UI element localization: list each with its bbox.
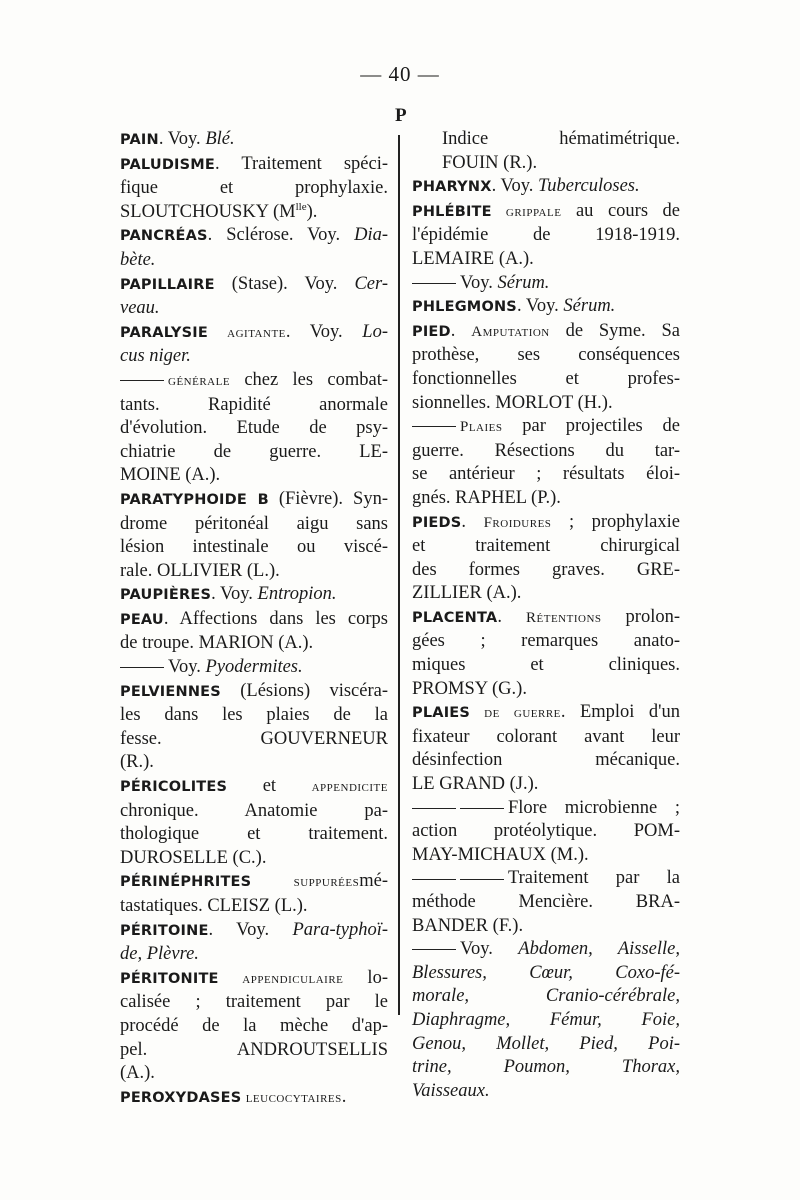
entry-smallcaps: Amputation bbox=[471, 323, 550, 340]
entry-ref: Entropion. bbox=[257, 584, 337, 605]
entry-smallcaps: suppurées bbox=[251, 874, 360, 891]
entry-text: Voy. bbox=[168, 657, 206, 678]
entry-smallcaps: Plaies bbox=[460, 419, 503, 436]
entry-line: fonctionnelles et profes- bbox=[412, 368, 680, 389]
entry-line: miques et cliniques. bbox=[412, 655, 680, 676]
entry-ref: Cer- bbox=[354, 273, 388, 294]
entry-text: . Voy. bbox=[516, 296, 564, 317]
headword: PEAU bbox=[120, 611, 164, 628]
entry-line bbox=[425, 797, 680, 821]
entry-line bbox=[425, 867, 680, 891]
headword: PHLÉBITE bbox=[412, 203, 492, 220]
entry-text: . Traitement spéci- bbox=[215, 153, 388, 174]
entry-phlegmons bbox=[412, 295, 680, 320]
entry-line: sionnelles. MORLOT (H.). bbox=[412, 392, 613, 413]
headword: PARALYSIE bbox=[120, 324, 208, 341]
headword: PLACENTA bbox=[412, 609, 498, 626]
entry-line: LE GRAND (J.). bbox=[412, 774, 539, 795]
entry-line: action protéolytique. POM- bbox=[412, 821, 680, 842]
entry-text: SLOUTCHOUSKY (M bbox=[120, 201, 296, 222]
entry-text: Traitement par la bbox=[508, 868, 680, 889]
entry-text: . Voy. bbox=[491, 176, 539, 197]
entry-line: LEMAIRE (A.). bbox=[412, 248, 534, 269]
headword: PÉRINÉPHRITES bbox=[120, 874, 252, 891]
entry-line bbox=[120, 680, 388, 705]
entry-smallcaps: agitante bbox=[207, 324, 286, 341]
entry-text: . bbox=[497, 606, 527, 627]
entry-line bbox=[412, 1080, 680, 1104]
entry-line bbox=[120, 153, 388, 178]
entry-line: chiatrie de guerre. LE- bbox=[120, 441, 388, 462]
entry-perinephrites bbox=[120, 870, 388, 918]
entry-ref: morale, Cranio-cérébrale, bbox=[412, 986, 680, 1007]
entry-line bbox=[120, 488, 388, 513]
entry-line: MOINE (A.). bbox=[120, 465, 221, 486]
entry-ref: Blessures, Cœur, Coxo-fé- bbox=[412, 962, 680, 983]
page-number: — 40 — bbox=[360, 62, 440, 86]
entry-peau bbox=[120, 608, 388, 656]
entry-line: fixateur colorant avant leur bbox=[412, 726, 680, 747]
entry-text: chez les combat- bbox=[230, 369, 388, 390]
entry-line bbox=[412, 962, 680, 986]
entry-line: PROMSY (G.). bbox=[412, 678, 527, 699]
entry-line: lésion intestinale ou viscé- bbox=[120, 537, 388, 558]
headword: PAUPIÈRES bbox=[120, 587, 212, 604]
entry-smallcaps: appendiculaire bbox=[218, 970, 344, 987]
headword: PHARYNX bbox=[412, 179, 492, 196]
entry-line bbox=[120, 224, 388, 249]
entry-line bbox=[412, 511, 680, 536]
entry-line bbox=[425, 938, 680, 962]
entry-line bbox=[120, 775, 388, 800]
entry-line bbox=[412, 1056, 680, 1080]
entry-paupieres bbox=[120, 583, 388, 608]
entry-text: Voy. bbox=[460, 272, 498, 293]
entry-line: désinfection mécanique. bbox=[412, 750, 680, 771]
entry-line bbox=[412, 1009, 680, 1033]
entry-pericolites bbox=[120, 775, 388, 870]
entry-line bbox=[120, 321, 388, 346]
entry-line: procédé de la mèche d'ap- bbox=[120, 1015, 388, 1036]
entry-line bbox=[412, 985, 680, 1009]
section-letter: P bbox=[395, 105, 407, 126]
entry-line: et traitement chirurgical bbox=[412, 536, 680, 557]
entry-line: gnés. RAPHEL (P.). bbox=[412, 487, 561, 508]
entry-line: tants. Rapidité anormale bbox=[120, 394, 388, 415]
repeat-dash bbox=[412, 283, 456, 284]
entry-ref: Tuberculoses. bbox=[538, 176, 640, 197]
entry-peroxydases bbox=[120, 1086, 388, 1111]
entry-line: calisée ; traitement par le bbox=[120, 992, 388, 1013]
entry-line: fesse. GOUVERNEUR bbox=[120, 728, 388, 749]
entry-line: (R.). bbox=[120, 752, 154, 773]
entry-pharynx bbox=[412, 175, 680, 200]
column-divider bbox=[398, 135, 400, 1015]
entry-text: prolon- bbox=[601, 606, 681, 627]
entry-line: fique et prophylaxie. bbox=[120, 178, 388, 199]
entry-line: rale. OLLIVIER (L.). bbox=[120, 560, 280, 581]
entry-line: ZILLIER (A.). bbox=[412, 583, 522, 604]
entry-text: (Stase). Voy. bbox=[214, 273, 355, 294]
entry-smallcaps: Rétentions bbox=[526, 609, 602, 626]
entry-text: . Voy. bbox=[285, 321, 363, 342]
headword: PIED bbox=[412, 323, 451, 340]
entry-text: lo- bbox=[343, 967, 388, 988]
entry-smallcaps: Froidures bbox=[483, 514, 552, 531]
entry-text: . bbox=[341, 1086, 347, 1107]
left-column bbox=[120, 128, 388, 1110]
entry-line bbox=[120, 608, 388, 633]
entry-plaies-flore bbox=[412, 797, 680, 868]
entry-text: (Fièvre). Syn- bbox=[268, 488, 388, 509]
headword: PELVIENNES bbox=[120, 683, 221, 700]
entry-line: chronique. Anatomie pa- bbox=[120, 800, 388, 821]
entry-text: ; prophylaxie bbox=[551, 511, 680, 532]
entry-line: thologique et traitement. bbox=[120, 824, 388, 845]
entry-pelviennes bbox=[120, 680, 388, 775]
entry-ref: Para-typhoï- bbox=[292, 919, 388, 940]
entry-text: au cours de bbox=[561, 200, 680, 221]
entry-line: les dans les plaies de la bbox=[120, 705, 388, 726]
entry-papillaire bbox=[120, 273, 388, 321]
entry-peritonite bbox=[120, 967, 388, 1086]
entry-pieds bbox=[412, 511, 680, 606]
entry-phlebite bbox=[412, 200, 680, 272]
entry-continued bbox=[412, 128, 680, 175]
entry-pain bbox=[120, 128, 388, 153]
entry-line: FOUIN (R.). bbox=[442, 152, 538, 173]
entry-line bbox=[120, 297, 388, 321]
entry-placenta bbox=[412, 606, 680, 701]
entry-line: des formes graves. GRE- bbox=[412, 559, 680, 580]
repeat-dash bbox=[412, 879, 456, 880]
entry-paralysie bbox=[120, 321, 388, 369]
entry-plaies-de-guerre bbox=[412, 701, 680, 796]
entry-line bbox=[120, 967, 388, 992]
entry-text: . Affections dans les corps bbox=[163, 608, 388, 629]
entry-line bbox=[412, 606, 681, 631]
entry-ref: de, Plèvre. bbox=[120, 944, 199, 965]
entry-line: prothèse, ses conséquences bbox=[412, 345, 680, 366]
entry-phlebite-voy bbox=[412, 272, 680, 296]
entry-paludisme bbox=[120, 153, 388, 225]
headword: PEROXYDASES bbox=[120, 1089, 242, 1106]
entry-line bbox=[120, 345, 388, 369]
headword: PÉRITONITE bbox=[120, 970, 219, 987]
entry-ref: Vaisseaux. bbox=[412, 1080, 490, 1101]
headword: PALUDISME bbox=[120, 156, 216, 173]
entry-pied bbox=[412, 320, 680, 415]
superscript: lle bbox=[295, 200, 307, 213]
entry-line bbox=[133, 369, 388, 394]
entry-line bbox=[412, 1033, 680, 1057]
entry-text: ). bbox=[306, 201, 318, 222]
entry-line bbox=[120, 943, 388, 967]
headword: PAPILLAIRE bbox=[120, 276, 215, 293]
entry-line bbox=[412, 320, 680, 345]
entry-ref: Lo- bbox=[362, 321, 388, 342]
entry-text: . bbox=[450, 320, 472, 341]
entry-line: MAY-MICHAUX (M.). bbox=[412, 844, 589, 865]
headword: PLAIES bbox=[412, 705, 471, 722]
repeat-dash bbox=[460, 879, 504, 880]
entry-peau-voy bbox=[120, 656, 388, 680]
entry-text: . Emploi d'un bbox=[560, 702, 680, 723]
entry-line: tastatiques. CLEISZ (L.). bbox=[120, 896, 308, 916]
entry-plaies-traitement bbox=[412, 867, 680, 938]
right-column bbox=[412, 128, 680, 1103]
entry-pancreas bbox=[120, 224, 388, 272]
repeat-dash bbox=[412, 949, 456, 950]
entry-smallcaps: de guerre bbox=[470, 705, 561, 722]
entry-text: . Voy. bbox=[208, 919, 293, 940]
entry-paralysie-generale bbox=[120, 369, 388, 488]
entry-ref: Dia- bbox=[354, 225, 388, 246]
entry-ref: Sérum. bbox=[563, 296, 616, 317]
entry-ref: veau. bbox=[120, 298, 160, 319]
entry-line: gées ; remarques anato- bbox=[412, 631, 680, 652]
headword: PAIN bbox=[120, 132, 159, 148]
entry-smallcaps: générale bbox=[168, 372, 231, 389]
entry-line: drome péritonéal aigu sans bbox=[120, 513, 388, 534]
entry-text: . bbox=[461, 511, 484, 532]
entry-text: Voy. bbox=[460, 939, 519, 960]
headword: PIEDS bbox=[412, 514, 462, 531]
entry-line bbox=[425, 415, 680, 440]
entry-line: se antérieur ; résultats éloi- bbox=[412, 464, 680, 485]
entry-line: pel. ANDROUTSELLIS bbox=[120, 1039, 388, 1060]
entry-text: . Voy. bbox=[158, 129, 206, 149]
entry-line bbox=[120, 200, 388, 225]
entry-text: (Lésions) viscéra- bbox=[220, 680, 388, 701]
headword: PANCRÉAS bbox=[120, 228, 208, 245]
entry-line: guerre. Résections du tar- bbox=[412, 440, 680, 461]
entry-line: DUROSELLE (C.). bbox=[120, 847, 267, 868]
entry-line bbox=[120, 273, 388, 298]
repeat-dash bbox=[412, 808, 456, 809]
entry-ref: Blé. bbox=[205, 129, 235, 149]
entry-smallcaps: grippale bbox=[491, 203, 562, 220]
headword: PARATYPHOIDE B bbox=[120, 491, 269, 508]
entry-ref: bète. bbox=[120, 249, 156, 270]
entry-line: Indice hématimétrique. bbox=[442, 129, 680, 149]
entry-line bbox=[412, 701, 680, 726]
entry-pied-plaies bbox=[412, 415, 680, 510]
headword: PÉRICOLITES bbox=[120, 779, 228, 796]
entry-line: (A.). bbox=[120, 1063, 155, 1084]
entry-smallcaps: appendicite bbox=[311, 779, 388, 796]
entry-plaies-voy bbox=[412, 938, 680, 1103]
entry-line: de troupe. MARION (A.). bbox=[120, 633, 314, 654]
entry-text: et bbox=[227, 776, 312, 797]
entry-text: mé- bbox=[359, 871, 388, 892]
entry-text: . Sclérose. Voy. bbox=[207, 225, 355, 246]
entry-line: BANDER (F.). bbox=[412, 915, 524, 936]
entry-text: . Voy. bbox=[211, 584, 258, 605]
entry-paratyphoide bbox=[120, 488, 388, 583]
entry-smallcaps: leucocytaires bbox=[241, 1089, 342, 1106]
entry-text: Flore microbienne ; bbox=[508, 797, 680, 818]
entry-line: l'épidémie de 1918-1919. bbox=[412, 225, 680, 246]
repeat-dash bbox=[412, 426, 456, 427]
entry-text: par projectiles de bbox=[502, 416, 680, 437]
repeat-dash bbox=[460, 808, 504, 809]
entry-line bbox=[120, 249, 388, 273]
entry-line bbox=[120, 870, 388, 895]
entry-line bbox=[412, 200, 680, 225]
entry-line bbox=[120, 919, 388, 944]
entry-ref: cus niger. bbox=[120, 346, 191, 367]
entry-line: méthode Mencière. BRA- bbox=[412, 892, 680, 912]
entry-ref: Pyodermites. bbox=[205, 657, 303, 678]
headword: PÉRITOINE bbox=[120, 922, 209, 939]
entry-peritoine bbox=[120, 919, 388, 967]
headword: PHLEGMONS bbox=[412, 299, 517, 316]
entry-ref: Abdomen, Aisselle, bbox=[518, 939, 680, 960]
entry-ref: Genou, Mollet, Pied, Poi- bbox=[412, 1033, 680, 1054]
entry-ref: Sérum. bbox=[497, 272, 550, 293]
repeat-dash bbox=[120, 380, 164, 381]
entry-text: de Syme. Sa bbox=[549, 320, 680, 341]
entry-ref: trine, Poumon, Thorax, bbox=[412, 1057, 680, 1078]
entry-ref: Diaphragme, Fémur, Foie, bbox=[412, 1009, 680, 1030]
entry-line: d'évolution. Etude de psy- bbox=[120, 418, 388, 439]
repeat-dash bbox=[120, 667, 164, 668]
